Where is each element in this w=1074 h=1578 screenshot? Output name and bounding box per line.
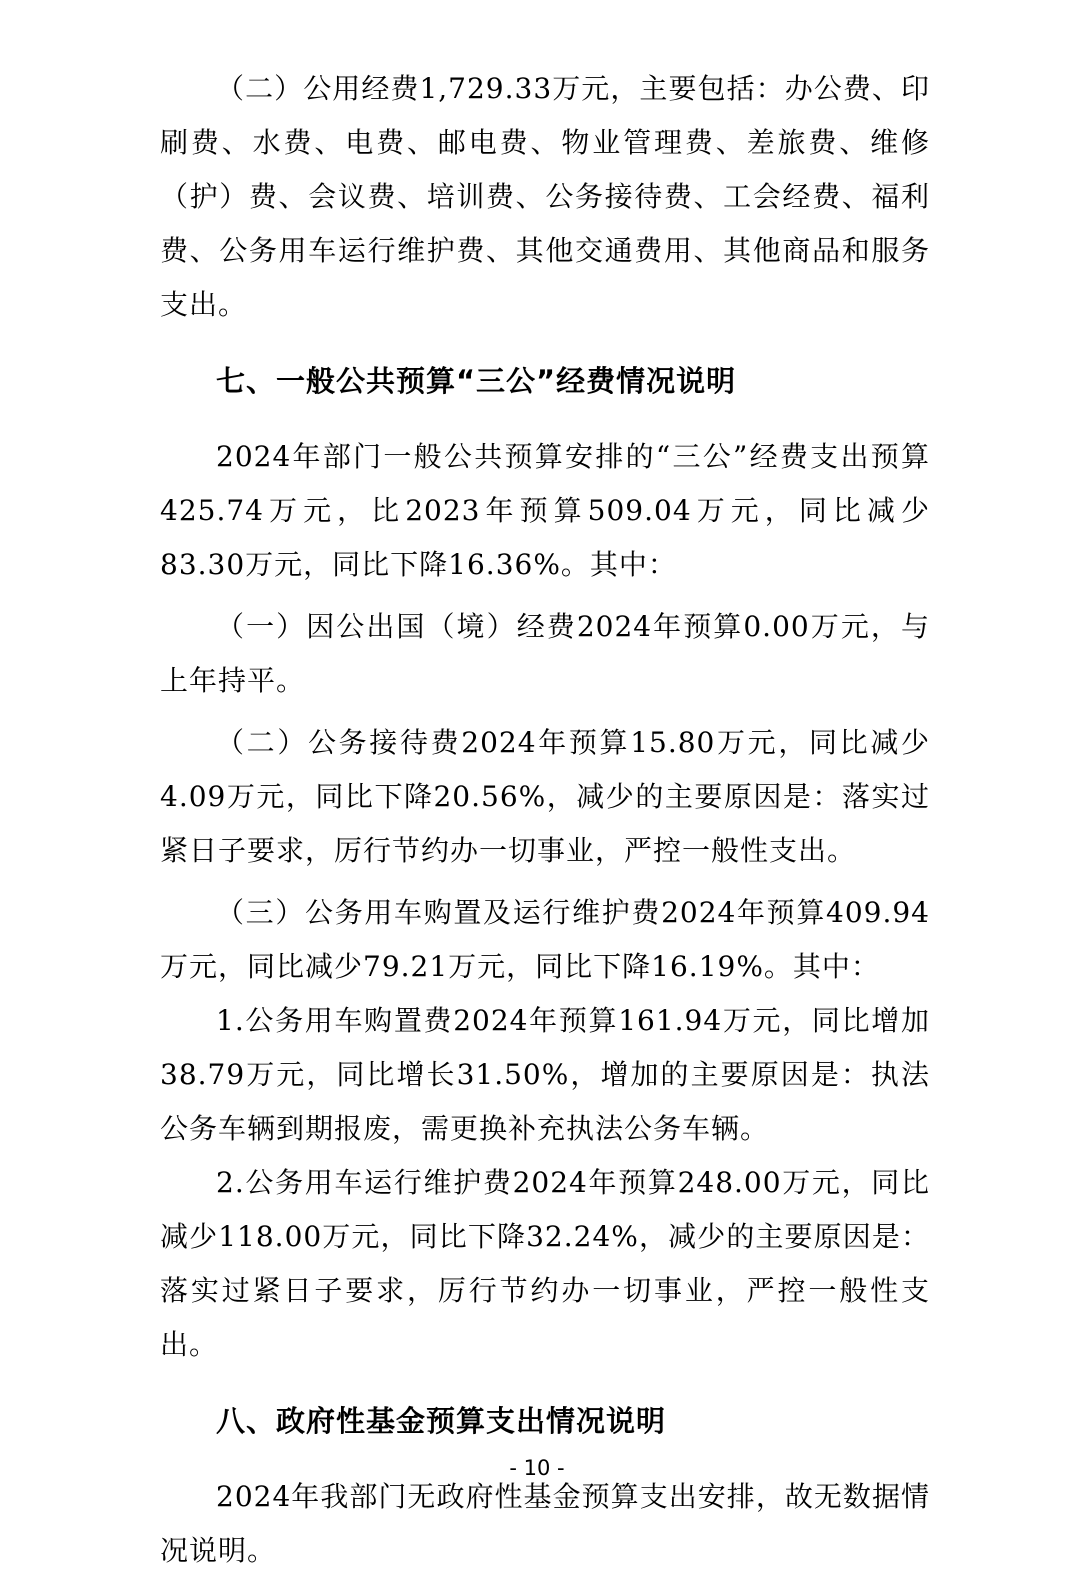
paragraph-vehicle-purchase: 1.公务用车购置费2024年预算161.94万元，同比增加38.79万元，同比增长31.50%，增加的主要原因是：执法公务车辆到期报废，需更换补充执法公务车辆。 xyxy=(160,1004,930,1145)
page-number: - 10 - xyxy=(509,1456,565,1480)
section-heading-8: 八、政府性基金预算支出情况说明 xyxy=(216,1404,667,1438)
paragraph-vehicle-maintenance: 2.公务用车运行维护费2024年预算248.00万元，同比减少118.00万元，同比下降32.24%，减少的主要原因是：落实过紧日子要求，厉行节约办一切事业，严控一般性支出。 xyxy=(160,1166,930,1361)
paragraph-vehicles: （三）公务用车购置及运行维护费2024年预算409.94万元，同比减少79.21万元，同比下降16.19%。其中： xyxy=(160,896,930,983)
document-body xyxy=(160,62,930,1578)
paragraph-gov-fund: 2024年我部门无政府性基金预算支出安排，故无数据情况说明。 xyxy=(160,1480,930,1567)
paragraph-three-public-intro: 2024年部门一般公共预算安排的“三公”经费支出预算425.74万元，比2023年预算509.04万元，同比减少83.30万元，同比下降16.36%。其中： xyxy=(160,440,930,581)
paragraph-public-funds: （二）公用经费1,729.33万元，主要包括：办公费、印刷费、水费、电费、邮电费、物业管理费、差旅费、维修（护）费、会议费、培训费、公务接待费、工会经费、福利费、公务用车运行维护费、其他交通费用、其他商品和服务支出。 xyxy=(160,72,930,321)
paragraph-overseas: （一）因公出国（境）经费2024年预算0.00万元，与上年持平。 xyxy=(160,610,930,697)
section-heading-7: 七、一般公共预算“三公”经费情况说明 xyxy=(216,364,737,398)
paragraph-reception: （二）公务接待费2024年预算15.80万元，同比减少4.09万元，同比下降20.56%，减少的主要原因是：落实过紧日子要求，厉行节约办一切事业，严控一般性支出。 xyxy=(160,726,930,867)
